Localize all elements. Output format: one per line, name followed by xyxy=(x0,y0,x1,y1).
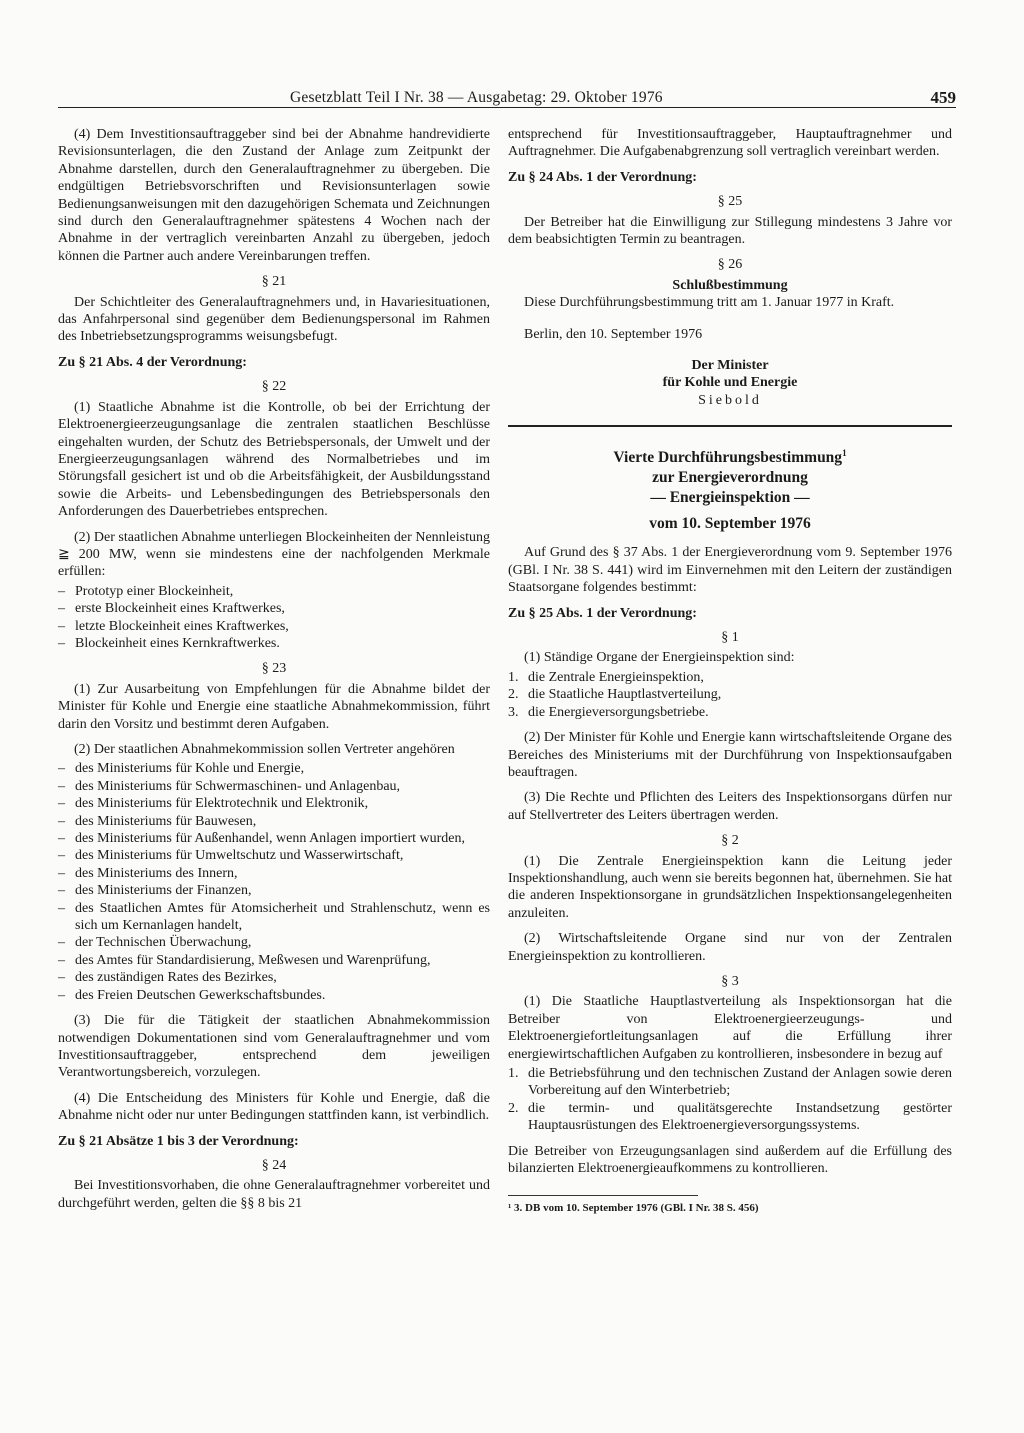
signature-title: für Kohle und Energie xyxy=(662,375,798,391)
list-item: – letzte Blockeinheit eines Kraftwerkes, xyxy=(58,618,490,635)
paragraph: (3) Die für die Tätigkeit der staatlichen Abnahmekommission notwendigen Dokumentationen sind vom Generalauftragnehmer und vom Investitionsauftraggeber, entsprechend dem jeweiligen Verantwortungsbereich, vorzulegen. xyxy=(58,1013,490,1081)
paragraph: (1) Zur Ausarbeitung von Empfehlungen für die Abnahme bildet der Minister für Kohle und Energie eine staatliche Abnahmekommission, führt darin den Vorsitz und bestimmt deren Aufgaben. xyxy=(58,681,490,732)
signature-title: Der Minister xyxy=(691,358,769,374)
list-item: – des Ministeriums für Außenhandel, wenn Anlagen importiert wurden, xyxy=(58,830,490,847)
paragraph: (3) Die Rechte und Pflichten des Leiters des Inspektionsorgans dürfen nur auf Stellvertreter des Leiters übertragen werden. xyxy=(508,790,952,823)
paragraph: (1) Staatliche Abnahme ist die Kontrolle, ob bei der Errichtung der Elektroenergieerzeugungsanlage die zentralen staatlichen Beschlüsse eingehalten wurden, der Schutz des Betriebspersonals, der Umwelt und der Energieerzeugungsanlagen während des Normalbetriebes und im Störungsfall gesichert ist und ob die Arbeitsfähigkeit, der Ausbildungsstand sowie die Arbeits- und Lebensbedingungen des Betriebspersonals den Anforderungen des Dauerbetriebes entsprechen. xyxy=(58,399,490,520)
paragraph: Auf Grund des § 37 Abs. 1 der Energieverordnung vom 9. September 1976 (GBl. I Nr. 38 S. 441) wird im Einvernehmen mit den Leitern der zuständigen Staatsorgane folgendes bestimmt: xyxy=(508,545,952,596)
list-item: 1. die Betriebsführung und den technischen Zustand der Anlagen sowie deren Vorbereitung auf den Winterbetrieb; xyxy=(508,1066,952,1099)
paragraph: (4) Dem Investitionsauftraggeber sind bei der Abnahme handrevidierte Revisionsunterlagen, die den Zustand der Anlage zum Zeitpunkt der Abnahme darstellen, durch den Generalauftragnehmer zu übergeben. Die endgültigen Betriebsvorschriften und Revisionsunterlagen sowie Bedienungsanweisungen mit den dazugehörigen Schemata und Zeichnungen sind durch den Generalauftragnehmer spätestens 4 Wochen nach der Abnahme in der vertraglich vereinbarten Anzahl zu übergeben, jedoch können die Partner auch andere Vereinbarungen treffen. xyxy=(58,127,490,264)
left-column xyxy=(58,126,490,1220)
section-heading-21: § 21 xyxy=(261,274,287,290)
section-heading-26: § 26 xyxy=(717,257,743,273)
paragraph: Die Betreiber von Erzeugungsanlagen sind außerdem auf die Erfüllung des bilanzierten Elektroenergieaufkommens zu kontrollieren. xyxy=(508,1143,952,1177)
list-item: – des Ministeriums für Umweltschutz und Wasserwirtschaft, xyxy=(58,847,490,864)
footnote: ¹ 3. DB vom 10. September 1976 (GBl. I Nr. 38 S. 456) xyxy=(508,1202,759,1215)
section-heading-3: § 3 xyxy=(721,973,739,989)
list-item: – des Staatlichen Amtes für Atomsicherheit und Strahlenschutz, wenn es sich um Kernanlagen handelt, xyxy=(58,900,490,935)
list-item: – des zuständigen Rates des Bezirkes, xyxy=(58,969,490,986)
inspection-areas-list xyxy=(508,1065,952,1135)
document-date: vom 10. September 1976 xyxy=(649,515,811,533)
section-heading-1: § 1 xyxy=(721,630,739,646)
title-line: Vierte Durchführungsbestimmung xyxy=(613,449,843,467)
place-date: Berlin, den 10. September 1976 xyxy=(524,326,703,342)
reference-heading: Zu § 25 Abs. 1 der Verordnung: xyxy=(508,605,697,621)
list-item: – des Ministeriums für Schwermaschinen- und Anlagenbau, xyxy=(58,778,490,795)
list-item: – des Ministeriums des Innern, xyxy=(58,865,490,882)
list-item: – Prototyp einer Blockeinheit, xyxy=(58,583,490,600)
list-item: – des Ministeriums für Kohle und Energie, xyxy=(58,760,490,777)
page-number: 459 xyxy=(930,88,956,107)
list-item: – Blockeinheit eines Kernkraftwerkes. xyxy=(58,635,490,652)
paragraph: (4) Die Entscheidung des Ministers für Kohle und Energie, daß die Abnahme nicht oder nur unter Bedingungen stattfinden kann, ist verbindlich. xyxy=(58,1090,490,1124)
footnote-rule xyxy=(508,1195,698,1196)
document-subtitle: — Energieinspektion — xyxy=(650,489,810,507)
commission-members-list xyxy=(58,760,490,1004)
criteria-list xyxy=(58,583,490,653)
section-heading-2: § 2 xyxy=(721,833,739,849)
paragraph: (1) Die Zentrale Energieinspektion kann die Leitung jeder Inspektionshandlung, auch wenn sie bereits begonnen hat, übernehmen. Sie hat die anderen Inspektionsorgane in grundsätzlichen Inspektionsangelegenheiten anzuleiten. xyxy=(508,853,952,921)
paragraph: Der Schichtleiter des Generalauftragnehmers und, in Havariesituationen, das Anfahrpersonal sind gegenüber dem Bedienungspersonal im Rahmen des Inbetriebsetzungsprogramms weisungsbefugt. xyxy=(58,294,490,345)
right-column xyxy=(508,126,952,1218)
paragraph: Bei Investitionsvorhaben, die ohne Generalauftragnehmer vorbereitet und durchgeführt werden, gelten die §§ 8 bis 21 xyxy=(58,1178,490,1211)
list-item: 3. die Energieversorgungsbetriebe. xyxy=(508,704,709,720)
paragraph: (2) Der staatlichen Abnahmekommission sollen Vertreter angehören xyxy=(74,742,455,757)
signature-name: Siebold xyxy=(698,392,762,408)
list-item: 2. die termin- und qualitätsgerechte Instandsetzung gestörter Hauptausrüstungen des Elektroenergieversorgungssystems. xyxy=(508,1100,952,1134)
paragraph: (2) Der Minister für Kohle und Energie kann wirtschaftsleitende Organe des Bereiches des Ministeriums mit der Durchführung von Inspektionsaufgaben beauftragen. xyxy=(508,730,952,780)
list-item: – des Freien Deutschen Gewerkschaftsbundes. xyxy=(58,987,490,1004)
list-item: – des Amtes für Standardisierung, Meßwesen und Warenprüfung, xyxy=(58,952,490,969)
section-divider xyxy=(508,425,952,427)
document-title: zur Energieverordnung xyxy=(652,469,808,487)
reference-heading: Zu § 21 Absätze 1 bis 3 der Verordnung: xyxy=(58,1133,299,1149)
list-item: – der Technischen Überwachung, xyxy=(58,934,490,951)
list-item: 1. die Zentrale Energieinspektion, xyxy=(508,669,704,685)
header-title: Gesetzblatt Teil I Nr. 38 — Ausgabetag: 29. Oktober 1976 xyxy=(290,89,663,106)
organs-list xyxy=(508,669,952,721)
footnote-marker: 1 xyxy=(842,448,847,459)
list-item: – des Ministeriums für Bauwesen, xyxy=(58,813,490,830)
paragraph: (2) Wirtschaftsleitende Organe sind nur von der Zentralen Energieinspektion zu kontrollieren. xyxy=(508,931,952,964)
list-item: – erste Blockeinheit eines Kraftwerkes, xyxy=(58,600,490,617)
paragraph: (1) Die Staatliche Hauptlastverteilung als Inspektionsorgan hat die Betreiber von Elektroenergieerzeugungs- und Elektroenergiefortleitungsanlagen auf die Erfüllung ihrer energiewirtschaftlichen Aufgaben zu kontrollieren, insbesondere in bezug auf xyxy=(508,994,952,1062)
document-title xyxy=(508,443,952,468)
reference-heading: Zu § 24 Abs. 1 der Verordnung: xyxy=(508,169,697,185)
list-item: – des Ministeriums der Finanzen, xyxy=(58,882,490,899)
list-item: 2. die Staatliche Hauptlastverteilung, xyxy=(508,687,722,703)
section-heading-24: § 24 xyxy=(261,1157,287,1173)
paragraph: entsprechend für Investitionsauftraggeber, Hauptauftragnehmer und Auftragnehmer. Die Aufgabenabgrenzung soll vertraglich vereinbart werden. xyxy=(508,127,952,160)
section-title: Schlußbestimmung xyxy=(672,277,788,293)
paragraph: Diese Durchführungsbestimmung tritt am 1. Januar 1977 in Kraft. xyxy=(524,295,895,311)
paragraph: Der Betreiber hat die Einwilligung zur Stillegung mindestens 3 Jahre vor dem beabsichtigten Termin zu beantragen. xyxy=(508,214,952,248)
section-heading-22: § 22 xyxy=(261,379,287,395)
reference-heading: Zu § 21 Abs. 4 der Verordnung: xyxy=(58,354,247,370)
list-item: – des Ministeriums für Elektrotechnik und Elektronik, xyxy=(58,795,490,812)
header-rule xyxy=(58,107,956,108)
section-heading-23: § 23 xyxy=(261,661,287,677)
paragraph: (2) Der staatlichen Abnahme unterliegen Blockeinheiten der Nennleistung ≧ 200 MW, wenn sie mindestens eine der nachfolgenden Merkmale erfüllen: xyxy=(58,529,490,580)
section-heading-25: § 25 xyxy=(717,194,743,210)
paragraph: (1) Ständige Organe der Energieinspektion sind: xyxy=(524,650,795,666)
